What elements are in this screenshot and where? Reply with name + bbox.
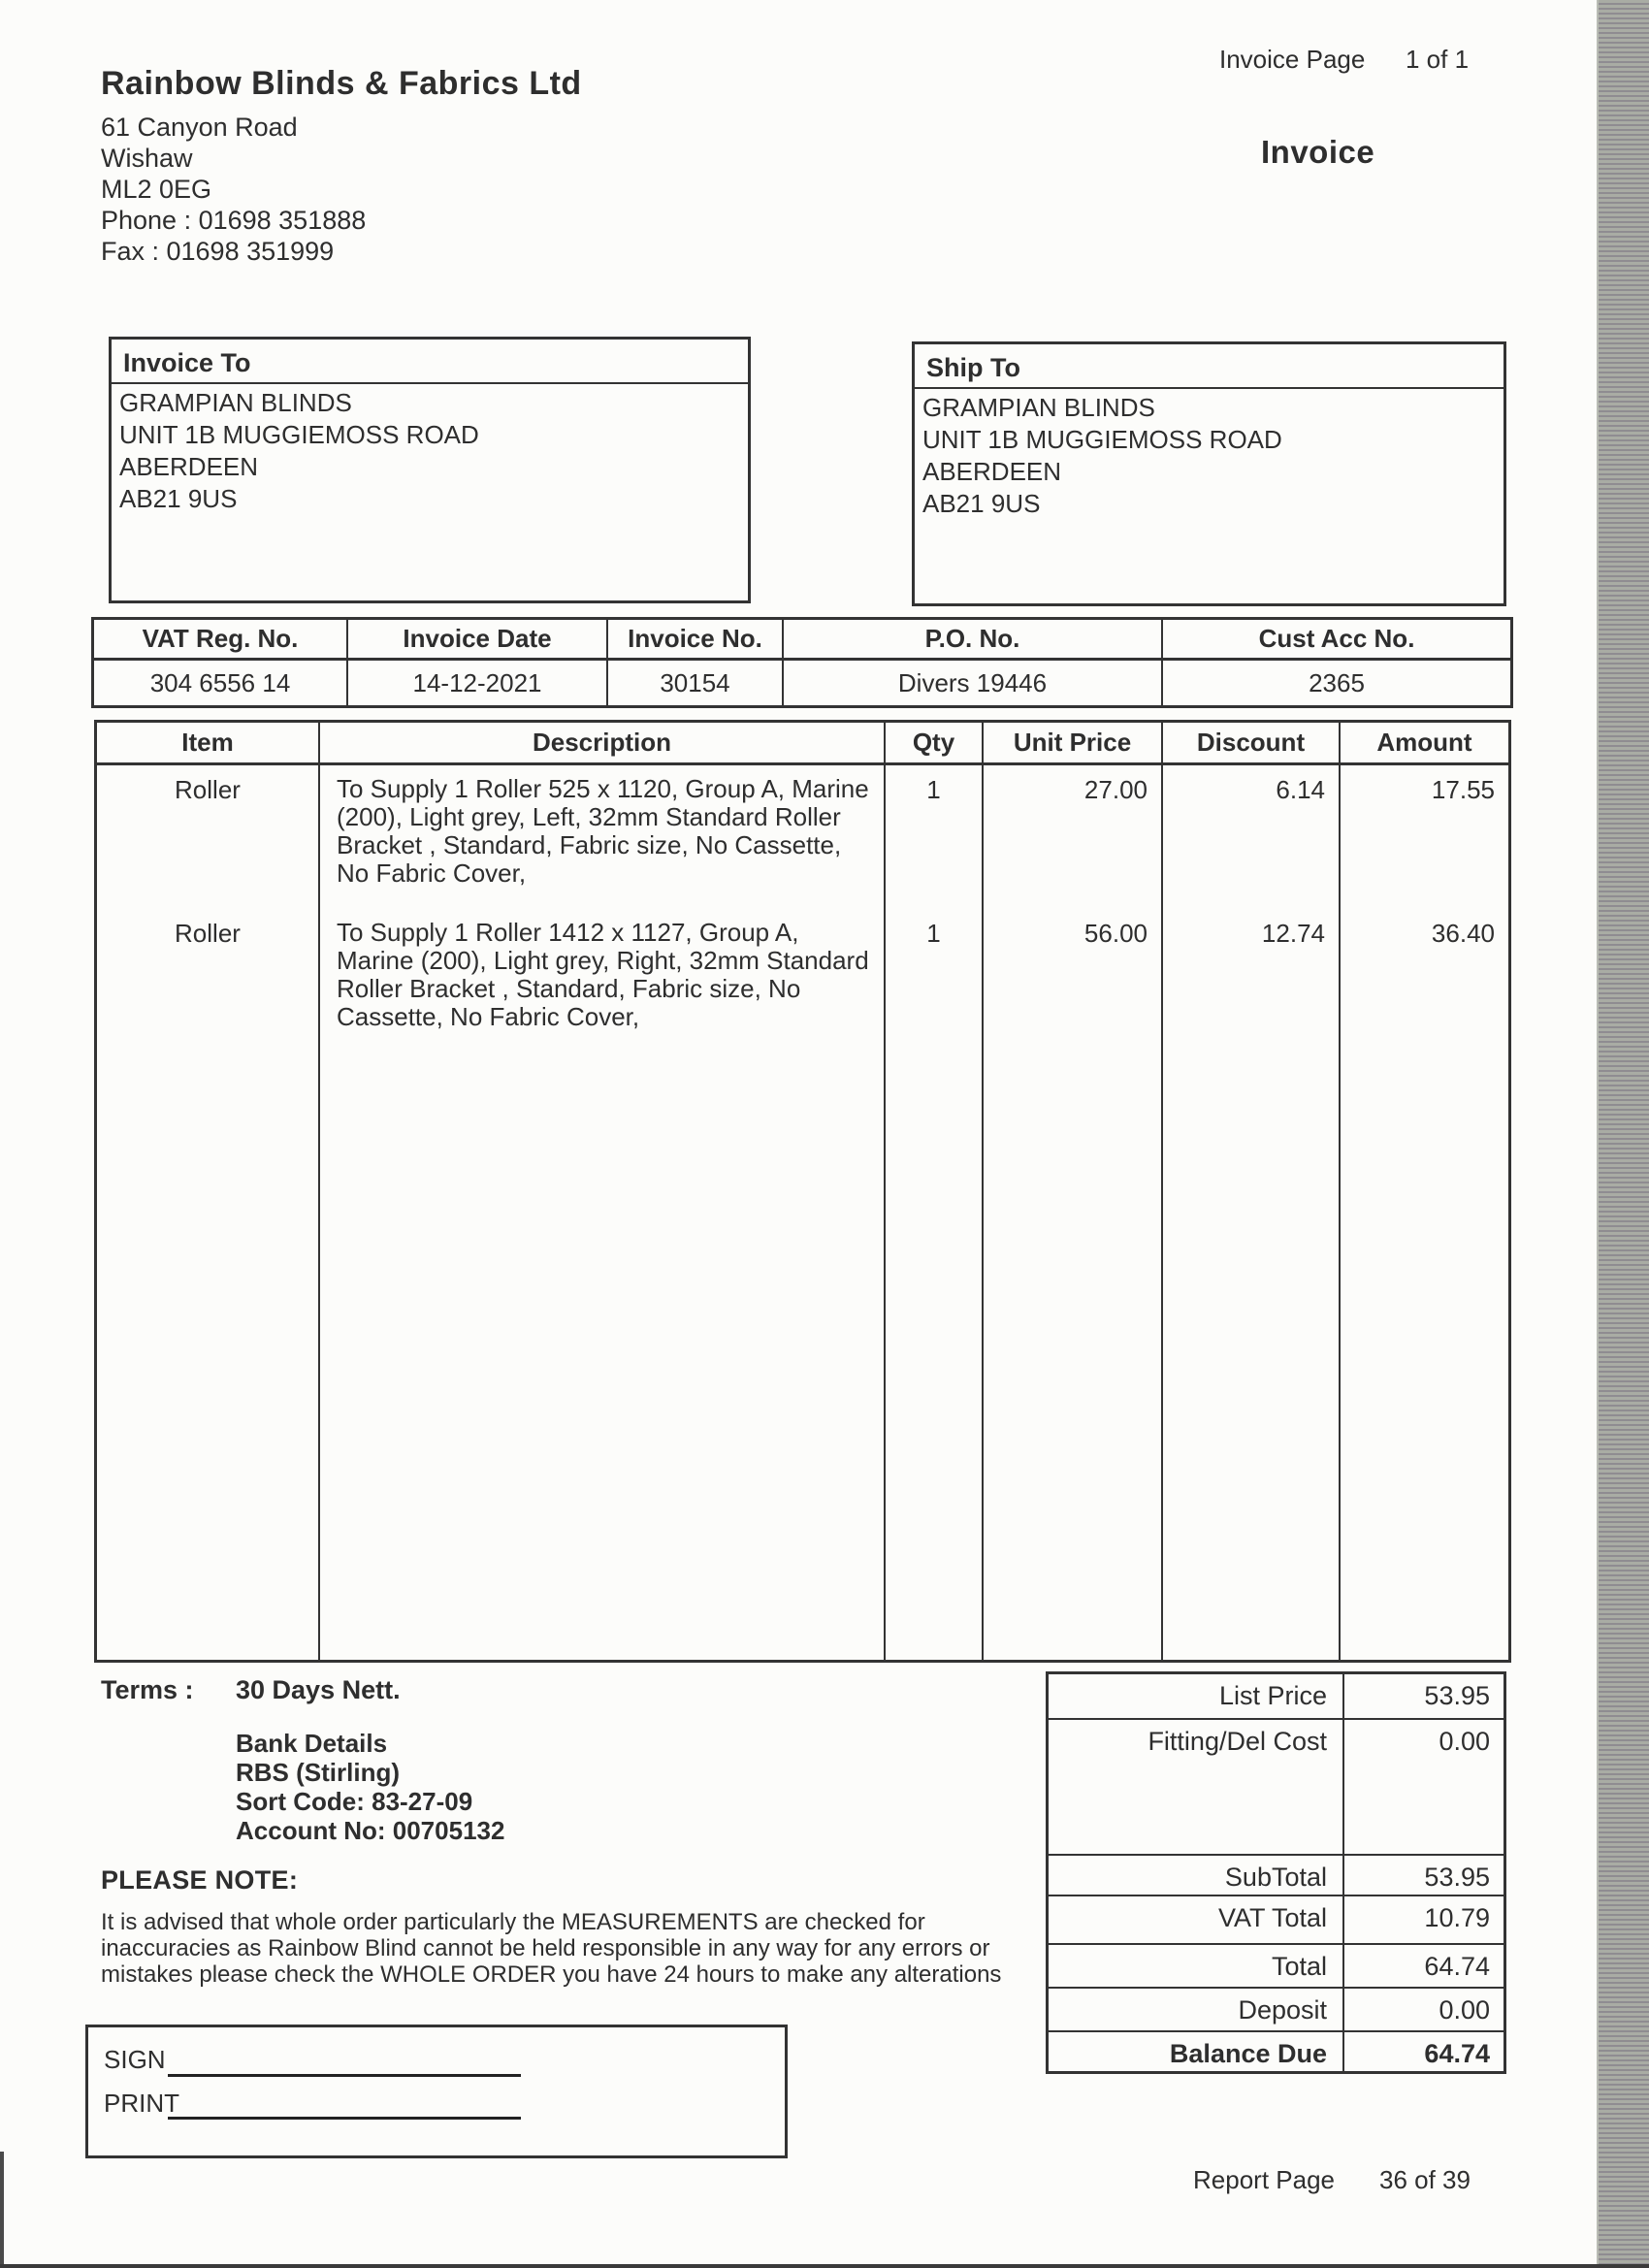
amount-cell: 17.55	[1431, 775, 1495, 804]
disclaimer-line: inaccuracies as Rainbow Blind cannot be held responsible in any way for any errors or	[101, 1935, 990, 1961]
qty-cell: 1	[886, 909, 984, 1053]
bank-details	[236, 1729, 504, 1845]
totals-label: Balance Due	[1049, 2032, 1344, 2074]
invoice-to-line: GRAMPIAN BLINDS	[119, 388, 352, 417]
invoice-to-title: Invoice To	[112, 340, 748, 384]
ship-to-line: AB21 9US	[922, 489, 1041, 518]
print-line	[168, 2117, 521, 2120]
meta-value-invoice-no: 30154	[608, 661, 784, 705]
bank-details-line: Bank Details	[236, 1729, 388, 1758]
invoice-to-address	[112, 384, 748, 515]
item-cell: Roller	[97, 765, 320, 909]
items-header-unit-price: Unit Price	[984, 723, 1163, 765]
report-page-label: Report Page	[1193, 2165, 1335, 2194]
company-name: Rainbow Blinds & Fabrics Ltd	[101, 65, 582, 102]
address-line: 61 Canyon Road	[101, 113, 298, 142]
disclaimer-note	[101, 1909, 1001, 1988]
address-line: Phone : 01698 351888	[101, 206, 367, 235]
meta-header-cust-acc: Cust Acc No.	[1163, 620, 1510, 661]
totals-row-total	[1049, 1945, 1504, 1989]
items-filler-cell	[1163, 1053, 1341, 1660]
description-cell: To Supply 1 Roller 525 x 1120, Group A, Marine (200), Light grey, Left, 32mm Standard Roller Bracket , Standard, Fabric size, No Cassette, No Fabric Cover,	[320, 765, 886, 909]
meta-value-vat-reg: 304 6556 14	[94, 661, 348, 705]
address-line: ML2 0EG	[101, 175, 212, 204]
scan-bottom-edge	[0, 2264, 1649, 2268]
totals-table	[1046, 1671, 1506, 2074]
line-items-table	[94, 720, 1511, 1663]
terms-value: 30 Days Nett.	[236, 1675, 401, 1704]
item-cell: Roller	[97, 909, 320, 1053]
items-header-discount: Discount	[1163, 723, 1341, 765]
meta-value-po-no: Divers 19446	[784, 661, 1163, 705]
signature-box	[85, 2025, 788, 2158]
totals-value: 64.74	[1424, 1952, 1490, 1981]
sign-label: SIGN	[104, 2045, 166, 2074]
ship-to-title: Ship To	[915, 344, 1504, 389]
items-header-description: Description	[320, 723, 886, 765]
items-filler-cell	[1341, 1053, 1508, 1660]
invoice-page-number: 1 of 1	[1406, 45, 1470, 74]
invoice-to-line: ABERDEEN	[119, 452, 259, 481]
meta-value-invoice-date: 14-12-2021	[348, 661, 608, 705]
meta-header-po-no: P.O. No.	[784, 620, 1163, 661]
totals-value: 53.95	[1424, 1681, 1490, 1710]
items-filler-cell	[97, 1053, 320, 1660]
scan-left-edge	[0, 2152, 4, 2268]
meta-header-invoice-date: Invoice Date	[348, 620, 608, 661]
invoice-page-label: Invoice Page	[1219, 45, 1366, 74]
company-address	[101, 112, 366, 267]
unit-price-cell: 27.00	[984, 765, 1163, 909]
totals-value: 0.00	[1439, 1995, 1490, 2025]
totals-label: VAT Total	[1049, 1896, 1344, 1943]
amount-cell: 36.40	[1431, 919, 1495, 948]
ship-to-line: GRAMPIAN BLINDS	[922, 393, 1155, 422]
scanner-edge-strip	[1597, 0, 1649, 2268]
invoice-to-line: UNIT 1B MUGGIEMOSS ROAD	[119, 420, 479, 449]
print-label: PRINT	[104, 2089, 179, 2118]
address-line: Fax : 01698 351999	[101, 237, 335, 266]
totals-value: 64.74	[1424, 2039, 1490, 2068]
meta-header-vat-reg: VAT Reg. No.	[94, 620, 348, 661]
terms-label: Terms :	[101, 1675, 194, 1704]
invoice-to-box	[109, 337, 751, 603]
items-filler-cell	[886, 1053, 984, 1660]
bank-details-line: Account No: 00705132	[236, 1816, 505, 1845]
report-page-number: 36 of 39	[1379, 2165, 1471, 2194]
totals-row-balance-due	[1049, 2032, 1504, 2074]
totals-row-deposit	[1049, 1989, 1504, 2032]
totals-row-list-price	[1049, 1674, 1504, 1720]
document-title: Invoice	[1261, 134, 1375, 170]
address-line: Wishaw	[101, 144, 193, 173]
totals-value: 10.79	[1424, 1903, 1490, 1932]
totals-row-vat-total	[1049, 1896, 1504, 1945]
disclaimer-line: mistakes please check the WHOLE ORDER you have 24 hours to make any alterations	[101, 1961, 1002, 1988]
totals-label: SubTotal	[1049, 1856, 1344, 1895]
items-header-item: Item	[97, 723, 320, 765]
invoice-meta-table	[91, 617, 1513, 708]
ship-to-box	[912, 341, 1506, 606]
please-note-title: PLEASE NOTE:	[101, 1865, 299, 1895]
invoice-to-line: AB21 9US	[119, 484, 238, 513]
totals-row-subtotal	[1049, 1856, 1504, 1896]
meta-header-invoice-no: Invoice No.	[608, 620, 784, 661]
disclaimer-line: It is advised that whole order particularly the MEASUREMENTS are checked for	[101, 1909, 925, 1935]
items-header-qty: Qty	[886, 723, 984, 765]
totals-value: 53.95	[1424, 1863, 1490, 1892]
totals-label: Deposit	[1049, 1989, 1344, 2030]
meta-value-cust-acc: 2365	[1309, 667, 1365, 697]
items-filler-cell	[984, 1053, 1163, 1660]
ship-to-line: UNIT 1B MUGGIEMOSS ROAD	[922, 425, 1282, 454]
sign-line	[168, 2074, 521, 2077]
bank-details-line: Sort Code: 83-27-09	[236, 1787, 473, 1816]
items-header-amount: Amount	[1341, 723, 1508, 765]
discount-cell: 6.14	[1163, 765, 1341, 909]
bank-details-line: RBS (Stirling)	[236, 1758, 400, 1787]
totals-label: List Price	[1049, 1674, 1344, 1718]
discount-cell: 12.74	[1163, 909, 1341, 1053]
totals-label: Fitting/Del Cost	[1049, 1720, 1344, 1854]
totals-label: Total	[1049, 1945, 1344, 1987]
totals-value: 0.00	[1439, 1727, 1490, 1756]
ship-to-line: ABERDEEN	[922, 457, 1062, 486]
qty-cell: 1	[886, 765, 984, 909]
unit-price-cell: 56.00	[984, 909, 1163, 1053]
totals-row-fitting-del-cost	[1049, 1720, 1504, 1856]
ship-to-address	[915, 389, 1504, 520]
description-cell: To Supply 1 Roller 1412 x 1127, Group A, Marine (200), Light grey, Right, 32mm Standard Roller Bracket , Standard, Fabric size, No Cassette, No Fabric Cover,	[320, 909, 886, 1053]
items-filler-cell	[320, 1053, 886, 1660]
